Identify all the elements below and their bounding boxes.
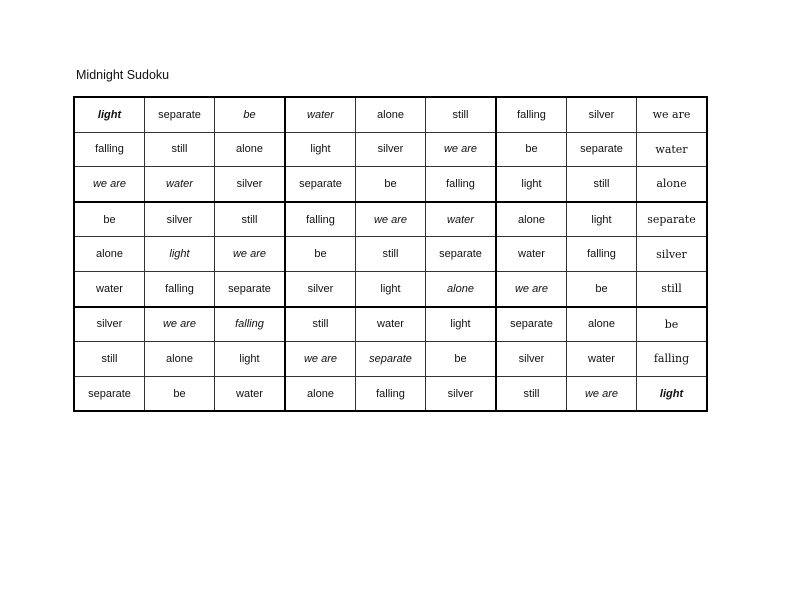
grid-cell: falling xyxy=(637,342,708,377)
grid-cell: be xyxy=(145,376,215,411)
grid-cell: be xyxy=(215,97,286,132)
grid-cell: we are xyxy=(145,307,215,342)
grid-cell: falling xyxy=(145,271,215,306)
grid-cell: silver xyxy=(426,376,497,411)
grid-cell: falling xyxy=(74,132,145,167)
grid-cell: silver xyxy=(496,342,567,377)
grid-row xyxy=(74,202,707,237)
grid-cell: falling xyxy=(496,97,567,132)
grid-cell: light xyxy=(215,342,286,377)
grid-cell: be xyxy=(74,202,145,237)
sudoku-grid-body xyxy=(74,97,707,411)
page-title: Midnight Sudoku xyxy=(76,68,170,82)
grid-cell: water xyxy=(426,202,497,237)
grid-cell: falling xyxy=(285,202,356,237)
grid-cell: be xyxy=(426,342,497,377)
grid-cell: we are xyxy=(637,97,708,132)
grid-cell: separate xyxy=(567,132,637,167)
grid-cell: water xyxy=(74,271,145,306)
grid-cell: we are xyxy=(426,132,497,167)
grid-cell: alone xyxy=(285,376,356,411)
grid-row xyxy=(74,342,707,377)
sudoku-grid xyxy=(73,96,708,412)
grid-cell: water xyxy=(145,167,215,202)
grid-cell: still xyxy=(567,167,637,202)
grid-cell: light xyxy=(74,97,145,132)
grid-cell: be xyxy=(285,237,356,272)
grid-row xyxy=(74,307,707,342)
grid-cell: water xyxy=(637,132,708,167)
grid-cell: light xyxy=(426,307,497,342)
grid-cell: we are xyxy=(356,202,426,237)
grid-cell: falling xyxy=(356,376,426,411)
grid-cell: alone xyxy=(637,167,708,202)
grid-cell: be xyxy=(567,271,637,306)
grid-cell: silver xyxy=(215,167,286,202)
grid-cell: separate xyxy=(285,167,356,202)
grid-cell: light xyxy=(637,376,708,411)
grid-cell: still xyxy=(74,342,145,377)
grid-row xyxy=(74,167,707,202)
grid-cell: silver xyxy=(145,202,215,237)
grid-cell: separate xyxy=(145,97,215,132)
grid-cell: water xyxy=(285,97,356,132)
grid-cell: water xyxy=(215,376,286,411)
grid-cell: still xyxy=(215,202,286,237)
grid-cell: alone xyxy=(356,97,426,132)
grid-cell: still xyxy=(145,132,215,167)
grid-cell: we are xyxy=(567,376,637,411)
grid-cell: be xyxy=(637,307,708,342)
grid-cell: we are xyxy=(496,271,567,306)
grid-cell: silver xyxy=(567,97,637,132)
grid-cell: alone xyxy=(145,342,215,377)
grid-cell: alone xyxy=(215,132,286,167)
grid-cell: silver xyxy=(74,307,145,342)
grid-cell: light xyxy=(145,237,215,272)
grid-cell: still xyxy=(496,376,567,411)
grid-cell: still xyxy=(285,307,356,342)
grid-cell: water xyxy=(567,342,637,377)
grid-cell: falling xyxy=(215,307,286,342)
grid-cell: water xyxy=(356,307,426,342)
grid-cell: water xyxy=(496,237,567,272)
grid-cell: falling xyxy=(426,167,497,202)
grid-cell: we are xyxy=(285,342,356,377)
grid-cell: light xyxy=(356,271,426,306)
grid-cell: separate xyxy=(74,376,145,411)
grid-row xyxy=(74,376,707,411)
grid-cell: alone xyxy=(496,202,567,237)
grid-cell: we are xyxy=(215,237,286,272)
grid-cell: be xyxy=(356,167,426,202)
grid-cell: falling xyxy=(567,237,637,272)
grid-cell: light xyxy=(496,167,567,202)
grid-row xyxy=(74,271,707,306)
grid-cell: separate xyxy=(356,342,426,377)
grid-cell: we are xyxy=(74,167,145,202)
grid-cell: separate xyxy=(215,271,286,306)
grid-cell: separate xyxy=(426,237,497,272)
grid-cell: silver xyxy=(637,237,708,272)
grid-cell: still xyxy=(426,97,497,132)
grid-cell: light xyxy=(285,132,356,167)
grid-cell: still xyxy=(356,237,426,272)
grid-cell: silver xyxy=(285,271,356,306)
grid-row xyxy=(74,132,707,167)
grid-cell: alone xyxy=(74,237,145,272)
grid-cell: be xyxy=(496,132,567,167)
grid-cell: still xyxy=(637,271,708,306)
grid-cell: silver xyxy=(356,132,426,167)
grid-cell: alone xyxy=(426,271,497,306)
grid-row xyxy=(74,237,707,272)
grid-cell: alone xyxy=(567,307,637,342)
grid-cell: separate xyxy=(496,307,567,342)
grid-cell: light xyxy=(567,202,637,237)
grid-cell: separate xyxy=(637,202,708,237)
grid-row xyxy=(74,97,707,132)
